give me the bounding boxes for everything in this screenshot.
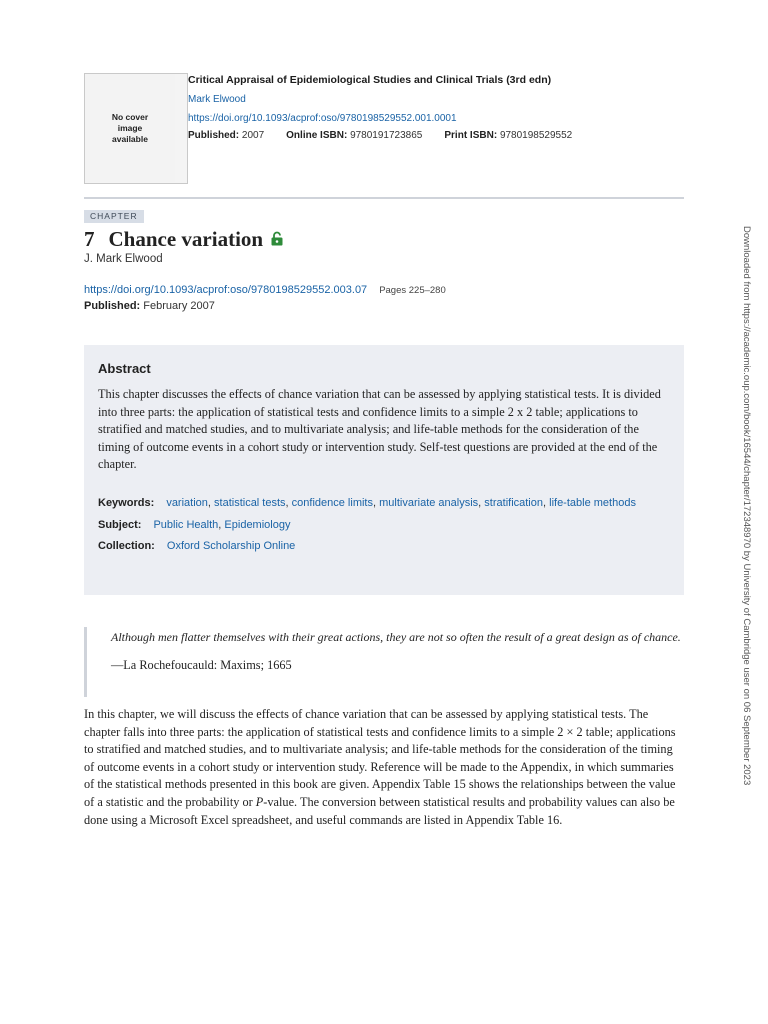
- book-published: [188, 129, 264, 142]
- keyword-link[interactable]: confidence limits: [291, 496, 373, 509]
- book-meta: [188, 73, 684, 142]
- open-lock-icon: [271, 226, 283, 252]
- chapter-published-value: February 2007: [143, 300, 215, 312]
- chapter-title: Chance variation: [108, 227, 264, 251]
- book-author-link[interactable]: Mark Elwood: [188, 94, 246, 105]
- chapter-body-paragraph: [84, 706, 686, 829]
- cover-placeholder-text: No cover image available: [85, 74, 175, 182]
- keyword-link[interactable]: variation: [166, 496, 208, 509]
- book-published-value: 2007: [241, 130, 265, 141]
- body-text-part1: In this chapter, we will discuss the effects of chance variation that can be assessed by applying statistical tests. The chapter falls into three parts: the application of statistical tests and confidence limits to a simple 2 × 2 table; applications to stratified and matched studies, and to multivariate analysis; and life-table methods for the consideration of the timing of outcome events in a cohort study or intervention study. Reference will be made to the Appendix, in which summaries of the statistical methods presented in this book are given. Appendix Table 15 shows the relationships between the value of a statistic and the probability or: [84, 707, 676, 809]
- online-isbn-label: Online ISBN:: [286, 130, 348, 141]
- epigraph: [84, 627, 684, 697]
- subject-row: Subject: Public Health, Epidemiology: [98, 518, 291, 531]
- keywords-label: Keywords:: [98, 496, 155, 509]
- download-note-text: Downloaded from https://academic.oup.com/book/16544/chapter/172348970 by University of Cambridge user on 06 September 2023: [741, 226, 752, 786]
- book-doi-link[interactable]: https://doi.org/10.1093/acprof:oso/9780198529552.001.0001: [188, 113, 457, 124]
- collection-link[interactable]: Oxford Scholarship Online: [166, 539, 296, 552]
- chapter-published-label: Published:: [84, 300, 141, 312]
- chapter-pages: Pages 225–280: [379, 285, 446, 296]
- book-title: Critical Appraisal of Epidemiological Studies and Clinical Trials (3rd edn): [188, 74, 552, 86]
- book-info-row: [188, 129, 684, 142]
- book-header: [84, 73, 684, 199]
- epigraph-source: —La Rochefoucauld: Maxims; 1665: [111, 658, 292, 672]
- collection-row: [98, 537, 670, 555]
- abstract-text: This chapter discusses the effects of chance variation that can be assessed by applying statistical tests. It is divided into three parts: the application of statistical tests and confidence limits to a simple 2 x 2 table; applications to stratified and matched studies, and to multivariate analysis; and life-table methods for the consideration of the timing of outcome events in a cohort study or intervention study. Self-test questions are provided at the end of the chapter.: [98, 387, 661, 472]
- chapter-published: [84, 299, 215, 313]
- book-print-isbn: [444, 129, 572, 142]
- body-text-part2: -value. The conversion between statistical results and probability values can also be done using a Microsoft Excel spreadsheet, and useful commands are listed in Appendix Table 16.: [84, 794, 675, 827]
- keyword-link[interactable]: stratification: [484, 496, 543, 509]
- subject-link[interactable]: Epidemiology: [224, 518, 291, 531]
- chapter-heading: [84, 226, 283, 254]
- subject-label: Subject:: [98, 518, 142, 531]
- abstract-heading: Abstract: [98, 361, 151, 376]
- download-watermark: [743, 226, 763, 798]
- keyword-link[interactable]: statistical tests: [214, 496, 286, 509]
- abstract-section: [84, 345, 684, 595]
- body-p-italic: P: [255, 794, 264, 809]
- epigraph-quote: Although men flatter themselves with their great actions, they are not so often the result of a great design as of chance.: [111, 630, 681, 644]
- book-cover: [84, 73, 188, 184]
- chapter-author: J. Mark Elwood: [84, 253, 163, 265]
- keyword-link[interactable]: life-table methods: [549, 496, 636, 509]
- print-isbn-label: Print ISBN:: [444, 130, 498, 141]
- book-online-isbn: [286, 129, 422, 142]
- keyword-link[interactable]: multivariate analysis: [379, 496, 479, 509]
- subject-link[interactable]: Public Health: [153, 518, 219, 531]
- print-isbn-value: 9780198529552: [499, 130, 573, 141]
- chapter-doi-link[interactable]: https://doi.org/10.1093/acprof:oso/9780198529552.003.07: [84, 284, 368, 296]
- chapter-number: 7: [84, 227, 95, 251]
- collection-label: Collection:: [98, 539, 155, 552]
- chapter-doi-line: [84, 282, 446, 298]
- online-isbn-value: 9780191723865: [350, 130, 423, 141]
- keywords-row: Keywords: variation, statistical tests, confidence limits, multivariate analysis, stratification, life-table methods: [98, 496, 636, 509]
- header-divider: [84, 197, 684, 199]
- chapter-badge: CHAPTER: [84, 210, 144, 223]
- book-published-label: Published:: [188, 130, 240, 141]
